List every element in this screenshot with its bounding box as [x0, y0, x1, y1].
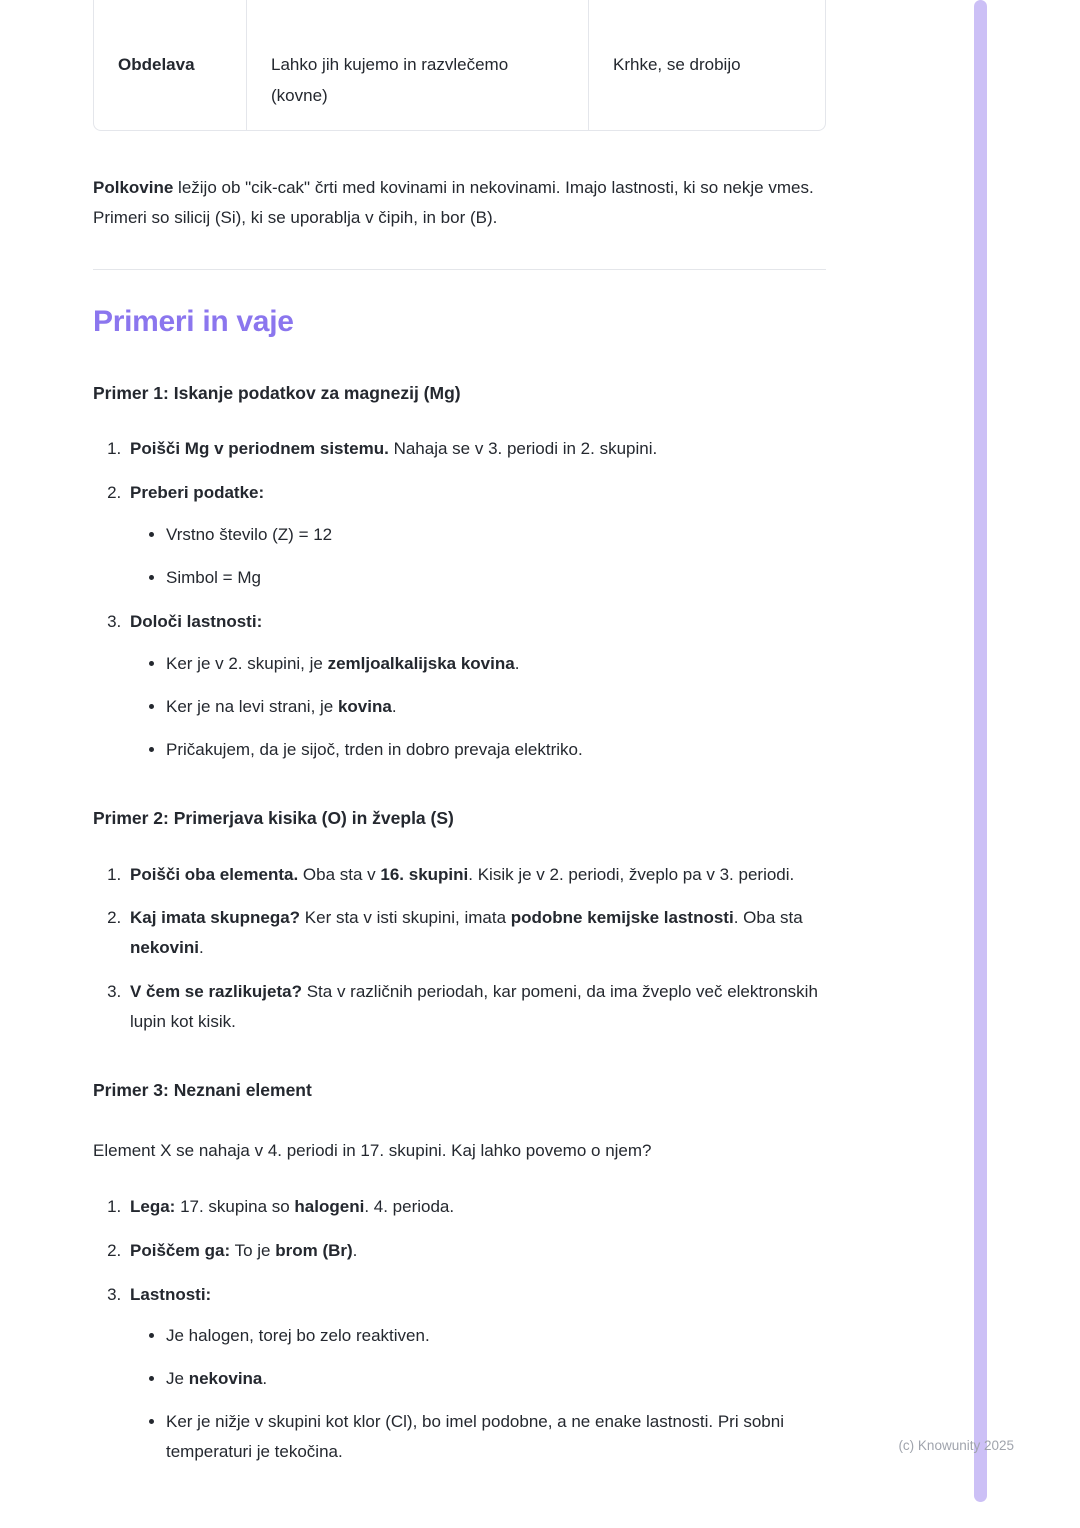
- bullet-text: Ker je na levi strani, je kovina.: [166, 696, 397, 716]
- step-text: Poiščem ga: To je brom (Br).: [130, 1240, 358, 1260]
- step-item: [126, 903, 826, 963]
- step-text: Poišči Mg v periodnem sistemu. Nahaja se v 3. periodi in 2. skupini.: [130, 439, 658, 459]
- step-item: [126, 434, 826, 464]
- bullet-item: [166, 1407, 826, 1467]
- step-text: Preberi podatke:: [130, 483, 265, 503]
- example2-steps: [93, 860, 826, 1038]
- step-item: [126, 860, 826, 890]
- bullet-text: Pričakujem, da je sijoč, trden in dobro prevaja elektriko.: [166, 739, 583, 759]
- bullet-item: [166, 735, 826, 765]
- document-page: [93, 0, 826, 1481]
- sub-bullet-list: [130, 1321, 826, 1467]
- step-text: Poišči oba elementa. Oba sta v 16. skupini. Kisik je v 2. periodi, žveplo pa v 3. periodi.: [130, 864, 795, 884]
- section-title: Primeri in vaje: [93, 304, 294, 338]
- section-divider: [93, 269, 826, 270]
- example1-heading: Primer 1: Iskanje podatkov za magnezij (Mg): [93, 382, 461, 403]
- right-accent-bar: [974, 0, 987, 1502]
- step-item: [126, 1236, 826, 1266]
- bullet-text: Ker je nižje v skupini kot klor (Cl), bo imel podobne, a ne enake lastnosti. Pri sobni temperaturi je tekočina.: [166, 1412, 784, 1462]
- polkovine-paragraph: Polkovine ležijo ob "cik-cak" črti med kovinami in nekovinami. Imajo lastnosti, ki so nekje vmes. Primeri so silicij (Si), ki se uporablja v čipih, in bor (B).: [93, 177, 814, 227]
- step-text: Lega: 17. skupina so halogeni. 4. perioda.: [130, 1196, 455, 1216]
- example3-intro: Element X se nahaja v 4. periodi in 17. skupini. Kaj lahko povemo o njem?: [93, 1140, 652, 1160]
- step-text: Lastnosti:: [130, 1284, 212, 1304]
- bullet-item: [166, 520, 826, 550]
- bullet-item: [166, 649, 826, 679]
- bullet-item: [166, 1321, 826, 1351]
- copyright: (c) Knowunity 2025: [898, 1438, 1014, 1453]
- step-item: [126, 1280, 826, 1468]
- step-item: [126, 478, 826, 593]
- properties-table: [93, 0, 826, 131]
- bullet-text: Vrstno število (Z) = 12: [166, 525, 333, 545]
- bullet-text: Simbol = Mg: [166, 568, 261, 588]
- step-text: Kaj imata skupnega? Ker sta v isti skupini, imata podobne kemijske lastnosti. Oba sta nekovini.: [130, 908, 803, 958]
- step-item: [126, 1192, 826, 1222]
- sub-bullet-list: [130, 649, 826, 765]
- bullet-item: [166, 563, 826, 593]
- step-text: V čem se razlikujeta? Sta v različnih periodah, kar pomeni, da ima žveplo več elektronskih lupin kot kisik.: [130, 982, 818, 1032]
- bullet-item: [166, 692, 826, 722]
- table-cell-nonmetals: Krhke, se drobijo: [588, 0, 827, 130]
- example3-heading: Primer 3: Neznani element: [93, 1080, 312, 1101]
- example1-steps: [93, 434, 826, 764]
- step-item: [126, 977, 826, 1037]
- table-cell-label: Obdelava: [118, 55, 195, 74]
- table-cell-metals: Lahko jih kujemo in razvlečemo (kovne): [246, 0, 588, 130]
- step-text: Določi lastnosti:: [130, 612, 263, 632]
- step-item: [126, 607, 826, 765]
- sub-bullet-list: [130, 520, 826, 593]
- bullet-text: Je nekovina.: [166, 1369, 268, 1389]
- example3-steps: [93, 1192, 826, 1467]
- bullet-text: Ker je v 2. skupini, je zemljoalkalijska kovina.: [166, 654, 520, 674]
- example2-heading: Primer 2: Primerjava kisika (O) in žvepla (S): [93, 807, 454, 828]
- bullet-item: [166, 1364, 826, 1394]
- bullet-text: Je halogen, torej bo zelo reaktiven.: [166, 1326, 430, 1346]
